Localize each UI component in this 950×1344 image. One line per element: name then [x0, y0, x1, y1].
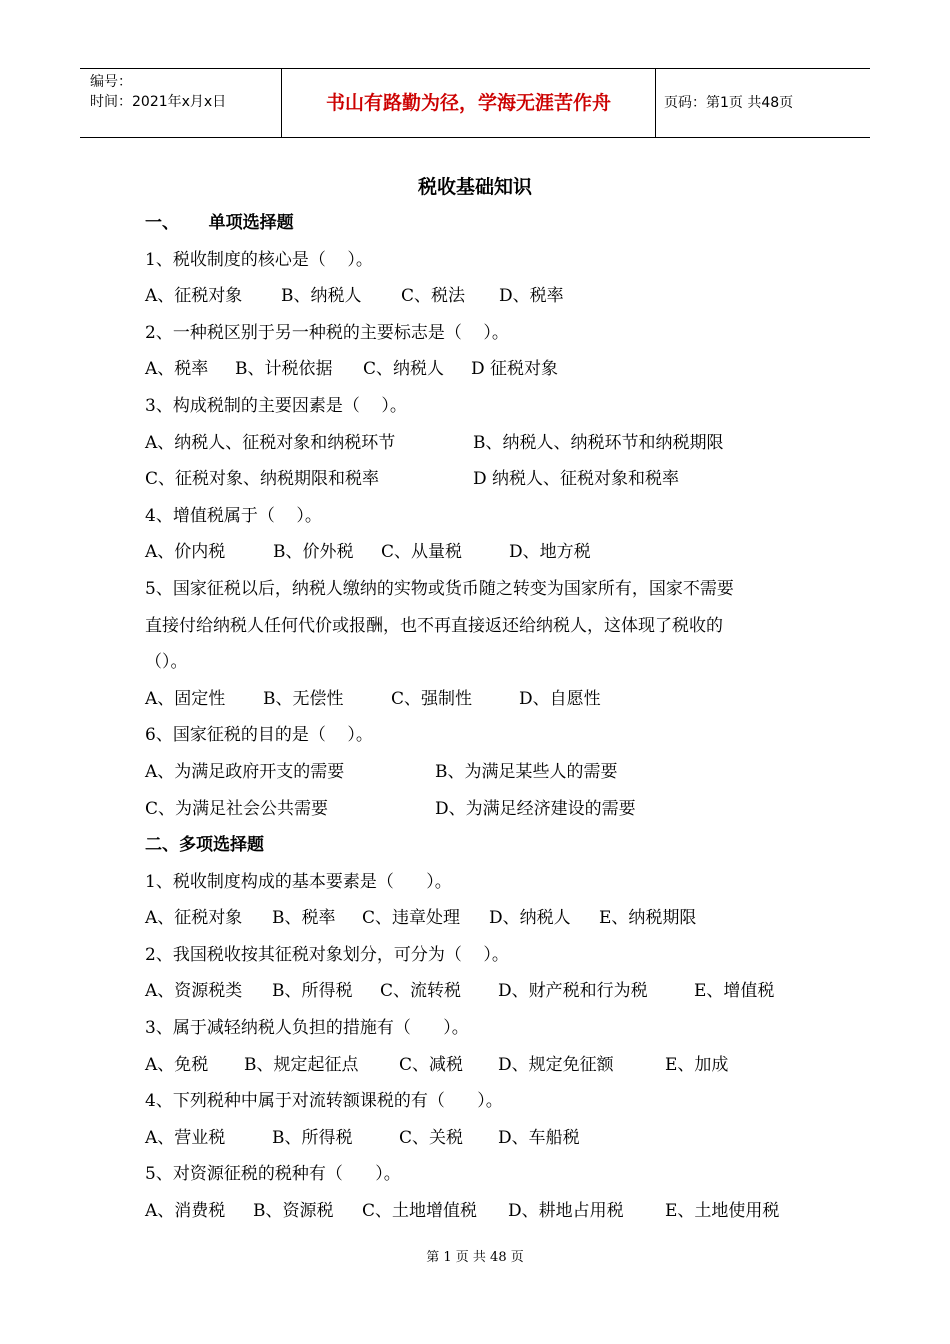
- document-body: [145, 205, 825, 1230]
- options-line: [145, 1047, 825, 1084]
- question: 6、国家征税的目的是（ ）。: [145, 725, 373, 746]
- question: 5、对资源征税的税种有（ ）。: [145, 1164, 401, 1185]
- document-title: 税收基础知识: [417, 176, 532, 198]
- question: 4、增值税属于（ ）。: [145, 505, 322, 526]
- option: A、纳税人、征税对象和纳税环节: [145, 432, 396, 453]
- options-line: [145, 425, 825, 462]
- option: A、征税对象: [145, 286, 243, 307]
- option: B、无偿性: [263, 688, 344, 709]
- option: B、所得税: [272, 981, 353, 1002]
- option: D、财产税和行为税: [498, 981, 648, 1002]
- option: C、流转税: [380, 981, 462, 1002]
- options-line: [145, 351, 825, 388]
- option: D、耕地占用税: [508, 1201, 624, 1222]
- options-line: [145, 681, 825, 718]
- option: C、纳税人: [363, 359, 445, 380]
- option: D、自愿性: [519, 688, 601, 709]
- options-line: [145, 900, 825, 937]
- motto: 书山有路勤为径，学海无涯苦作舟: [282, 69, 656, 137]
- option: E、加成: [665, 1054, 729, 1075]
- option: D、车船税: [498, 1127, 580, 1148]
- option: C、强制性: [391, 688, 473, 709]
- option: C、减税: [399, 1054, 464, 1075]
- option: A、营业税: [145, 1127, 226, 1148]
- question: 3、属于减轻纳税人负担的措施有（ ）。: [145, 1018, 469, 1039]
- number-label: 编号：: [90, 74, 132, 90]
- option: C、税法: [401, 286, 466, 307]
- question-continued: 直接付给纳税人任何代价或报酬，也不再直接返还给纳税人，这体现了税收的: [145, 615, 723, 636]
- question: 4、下列税种中属于对流转额课税的有（ ）。: [145, 1091, 503, 1112]
- option: A、征税对象: [145, 908, 243, 929]
- option: A、为满足政府开支的需要: [145, 761, 345, 782]
- option: A、免税: [145, 1054, 209, 1075]
- option: E、纳税期限: [599, 908, 697, 929]
- section-heading: 二、多项选择题: [145, 835, 264, 856]
- question: 2、我国税收按其征税对象划分，可分为（ ）。: [145, 944, 509, 965]
- question: 5、国家征税以后，纳税人缴纳的实物或货币随之转变为国家所有，国家不需要: [145, 578, 734, 599]
- option: A、税率: [145, 359, 209, 380]
- options-line: [145, 791, 825, 828]
- option: E、土地使用税: [665, 1201, 780, 1222]
- option: B、税率: [272, 908, 336, 929]
- header-table: [80, 68, 870, 138]
- option: B、纳税人、纳税环节和纳税期限: [473, 432, 724, 453]
- option: C、关税: [399, 1127, 464, 1148]
- options-line: [145, 973, 825, 1010]
- options-line: [145, 278, 825, 315]
- option: C、土地增值税: [362, 1201, 478, 1222]
- option: B、计税依据: [235, 359, 333, 380]
- option: D、地方税: [509, 542, 591, 563]
- question: 1、税收制度的核心是（ ）。: [145, 249, 373, 270]
- options-line: [145, 1120, 825, 1157]
- question-continued: （）。: [145, 652, 188, 673]
- option: B、资源税: [253, 1201, 334, 1222]
- options-line: [145, 754, 825, 791]
- option: D 纳税人、征税对象和税率: [473, 469, 680, 490]
- option: B、价外税: [273, 542, 354, 563]
- option: C、为满足社会公共需要: [145, 798, 329, 819]
- time-label: 时间：2021年x月x日: [90, 94, 227, 110]
- option: B、规定起征点: [244, 1054, 359, 1075]
- option: C、从量税: [381, 542, 463, 563]
- option: E、增值税: [694, 981, 775, 1002]
- option: A、固定性: [145, 688, 226, 709]
- option: A、消费税: [145, 1201, 226, 1222]
- option: C、违章处理: [362, 908, 461, 929]
- option: A、资源税类: [145, 981, 243, 1002]
- option: B、为满足某些人的需要: [435, 761, 618, 782]
- option: B、所得税: [272, 1127, 353, 1148]
- page-footer: 第 1 页 共 48 页: [426, 1250, 524, 1265]
- question: 1、税收制度构成的基本要素是（ ）。: [145, 871, 452, 892]
- options-line: [145, 1193, 825, 1230]
- option: C、征税对象、纳税期限和税率: [145, 469, 380, 490]
- page-info: 页码：第1页 共48页: [664, 95, 794, 111]
- section-heading: 一、 单项选择题: [145, 213, 294, 233]
- option: A、价内税: [145, 542, 226, 563]
- option: B、纳税人: [281, 286, 362, 307]
- option: D、税率: [499, 286, 564, 307]
- option: D、为满足经济建设的需要: [435, 798, 636, 819]
- question: 2、一种税区别于另一种税的主要标志是（ ）。: [145, 322, 509, 343]
- header-meta-cell: [80, 69, 282, 137]
- option: D 征税对象: [471, 359, 559, 380]
- options-line: [145, 534, 825, 571]
- option: D、规定免征额: [498, 1054, 614, 1075]
- option: D、纳税人: [489, 908, 571, 929]
- question: 3、构成税制的主要因素是（ ）。: [145, 395, 407, 416]
- options-line: [145, 461, 825, 498]
